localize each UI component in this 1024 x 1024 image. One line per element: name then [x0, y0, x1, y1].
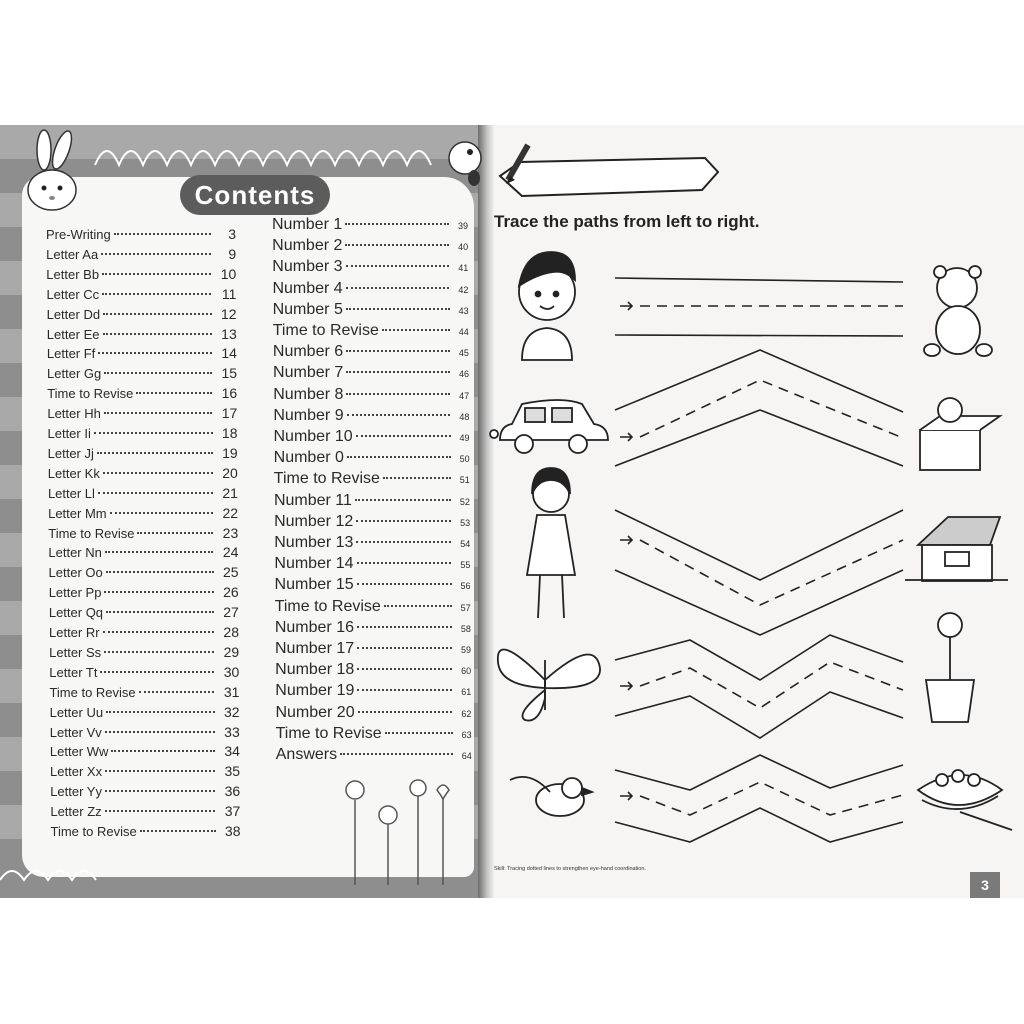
contents-entry-label: Time to Revise	[50, 824, 137, 839]
contents-entry-label: Letter Rr	[49, 625, 100, 640]
contents-entry-label: Number 11	[273, 491, 352, 509]
contents-entry-label: Number 17	[275, 640, 355, 657]
contents-entry-label: Letter Mm	[48, 505, 107, 521]
contents-entry-label: Number 19	[275, 682, 355, 700]
contents-entry-label: Letter Ll	[47, 485, 95, 501]
bird-icon	[510, 777, 592, 816]
contents-entry-label: Letter Jj	[47, 445, 94, 461]
peak-paths	[615, 350, 903, 466]
valley-paths	[615, 510, 903, 635]
contents-entry-page: 13	[221, 325, 237, 342]
flower-pot-icon	[926, 613, 974, 722]
contents-entry-label: Time to Revise	[47, 386, 134, 402]
contents-entry-page: 60	[461, 666, 472, 677]
contents-entry-page: 47	[459, 390, 470, 401]
contents-entry-label: Letter Cc	[46, 286, 100, 302]
contents-entry-label: Number 16	[274, 618, 354, 636]
contents-entry-label: Time to Revise	[273, 470, 380, 488]
contents-entry-page: 56	[460, 581, 471, 592]
straight-paths	[615, 278, 903, 336]
contents-entry-label: Number 10	[273, 428, 353, 445]
contents-entry-label: Number 8	[273, 385, 344, 403]
skill-note: Skill: Tracing dotted lines to strengthen eye-hand coordination.	[494, 866, 646, 872]
contents-entry-label: Letter Nn	[48, 545, 102, 561]
contents-entry-page: 23	[222, 524, 239, 541]
contents-entry-page: 49	[459, 433, 470, 443]
contents-entry-page: 27	[223, 604, 239, 621]
contents-entry-label: Letter Ff	[46, 346, 96, 362]
butterfly-icon	[498, 650, 600, 721]
contents-entry-page: 17	[221, 405, 238, 422]
contents-entry-label: Number 18	[275, 661, 355, 679]
contents-entry-label: Letter Oo	[48, 565, 103, 581]
contents-entry-page: 31	[223, 683, 240, 700]
boy-icon	[519, 252, 575, 360]
contents-entry-page: 34	[224, 743, 240, 760]
contents-entry-label: Time to Revise	[48, 525, 135, 541]
contents-entry-label: Letter Aa	[46, 246, 99, 262]
contents-entry-label: Letter Hh	[47, 406, 101, 422]
toy-box-icon	[920, 398, 1000, 470]
contents-entry-label: Letter Ww	[49, 744, 109, 760]
contents-entry-label: Time to Revise	[49, 684, 136, 700]
banner-ribbon	[500, 145, 718, 196]
contents-entry-page: 14	[221, 345, 237, 362]
contents-entry-label: Letter Ee	[46, 326, 100, 342]
contents-entry-label: Letter Gg	[47, 366, 102, 382]
toy-car-icon	[490, 400, 608, 453]
contents-entry-page: 32	[224, 703, 240, 720]
page-number: 3	[970, 872, 1000, 898]
contents-entry-page: 37	[224, 803, 241, 820]
contents-entry-label: Number 20	[275, 703, 355, 721]
contents-entry-label: Time to Revise	[272, 322, 379, 339]
contents-entry-page: 58	[460, 623, 471, 634]
contents-entry-page: 46	[459, 369, 470, 380]
zigzag-paths-2	[615, 755, 903, 842]
contents-entry-label: Number 5	[272, 300, 343, 318]
contents-entry-page: 33	[224, 723, 240, 740]
contents-entry-page: 20	[222, 464, 238, 481]
contents-entry-page: 28	[223, 624, 239, 640]
contents-entry-label: Pre-Writing	[46, 227, 111, 242]
contents-entry-page: 53	[460, 517, 471, 528]
contents-entry-page: 18	[221, 425, 238, 441]
girl-icon	[527, 468, 575, 618]
contents-entry-page: 42	[458, 284, 469, 295]
contents-entry-label: Number 15	[274, 576, 354, 594]
contents-entry-label: Number 14	[274, 555, 354, 573]
contents-entry-page: 51	[459, 475, 470, 486]
contents-entry-label: Time to Revise	[275, 724, 382, 742]
contents-entry-label: Number 12	[274, 512, 354, 530]
contents-entry-label: Number 7	[273, 364, 344, 382]
contents-entry-page: 25	[222, 564, 239, 581]
contents-entry-label: Number 9	[273, 406, 344, 424]
contents-entry-label: Letter Zz	[50, 804, 102, 820]
contents-entry-page: 15	[221, 365, 238, 382]
contents-entry-page: 38	[224, 823, 241, 839]
contents-entry-page: 62	[461, 708, 472, 719]
contents-entry-page: 52	[459, 496, 470, 507]
flowers-decoration	[346, 780, 449, 885]
contents-entry-label: Number 1	[272, 216, 343, 233]
contents-entry-label: Letter Ss	[49, 644, 102, 660]
contents-entry-page: 44	[458, 327, 469, 337]
contents-entry-page: 36	[224, 783, 241, 800]
contents-entry-label: Letter Yy	[50, 784, 102, 800]
teddy-bear-icon	[924, 266, 992, 356]
contents-entry-page: 10	[220, 265, 237, 282]
bunny-icon	[28, 129, 76, 210]
contents-entry-page: 54	[460, 539, 471, 549]
contents-entry-label: Letter Ii	[47, 426, 91, 441]
contents-entry-page: 41	[458, 263, 469, 274]
contents-entry-page: 43	[458, 305, 469, 316]
contents-entry-label: Letter Bb	[46, 266, 100, 282]
contents-entry-label: Number 2	[272, 237, 343, 255]
loop-decoration-bottom	[0, 871, 96, 880]
instruction-text: Trace the paths from left to right.	[494, 212, 760, 231]
contents-entry-label: Letter Xx	[50, 764, 103, 780]
contents-entry-page: 22	[222, 504, 239, 521]
contents-entry-page: 57	[460, 602, 471, 613]
contents-entry-page: 55	[460, 560, 471, 571]
contents-entry-page: 24	[222, 544, 239, 561]
contents-entry-page: 26	[223, 584, 239, 601]
contents-entry-page: 39	[457, 221, 468, 231]
loop-decoration-top	[95, 151, 431, 165]
contents-entry-page: 11	[221, 285, 237, 302]
contents-entry-page: 61	[461, 687, 472, 698]
contents-entry-page: 9	[228, 245, 237, 262]
contents-entry-page: 12	[221, 305, 237, 322]
contents-entry-page: 19	[222, 444, 238, 461]
contents-entry-page: 21	[222, 484, 238, 501]
contents-entry-label: Letter Tt	[49, 664, 98, 680]
contents-entry-page: 35	[224, 763, 241, 780]
contents-entry-page: 30	[223, 663, 240, 680]
contents-entry-label: Number 6	[272, 343, 344, 361]
contents-entry-page: 40	[458, 242, 469, 253]
contents-entry-label: Answers	[275, 746, 338, 763]
contents-entry-label: Number 3	[272, 258, 343, 276]
contents-entry-label: Letter Dd	[46, 306, 101, 322]
contents-entry-label: Letter Qq	[48, 605, 104, 621]
contents-entry-page: 64	[461, 751, 472, 761]
contents-entry-page: 63	[461, 729, 472, 740]
contents-entry-label: Letter Vv	[49, 724, 102, 740]
contents-entry-label: Number 13	[274, 534, 354, 551]
contents-entry-page: 59	[460, 645, 471, 655]
house-icon	[905, 517, 1008, 581]
puppy-icon	[449, 142, 481, 186]
zigzag-paths-1	[615, 635, 903, 738]
contents-entry-label: Letter Uu	[49, 704, 104, 720]
contents-title: Contents	[180, 175, 330, 215]
nest-icon	[918, 770, 1012, 830]
contents-entry-label: Letter Kk	[47, 465, 100, 481]
contents-entry-page: 45	[458, 348, 469, 359]
contents-entry-label: Number 0	[273, 449, 344, 467]
contents-entry-page: 16	[221, 385, 238, 402]
contents-entry-label: Time to Revise	[274, 597, 381, 615]
contents-entry-page: 3	[228, 226, 236, 242]
contents-entry-page: 48	[459, 411, 470, 422]
contents-entry-page: 29	[223, 643, 240, 660]
contents-entry-page: 50	[459, 454, 470, 465]
contents-entry-label: Number 4	[272, 279, 343, 297]
contents-entry-label: Letter Pp	[48, 585, 102, 601]
